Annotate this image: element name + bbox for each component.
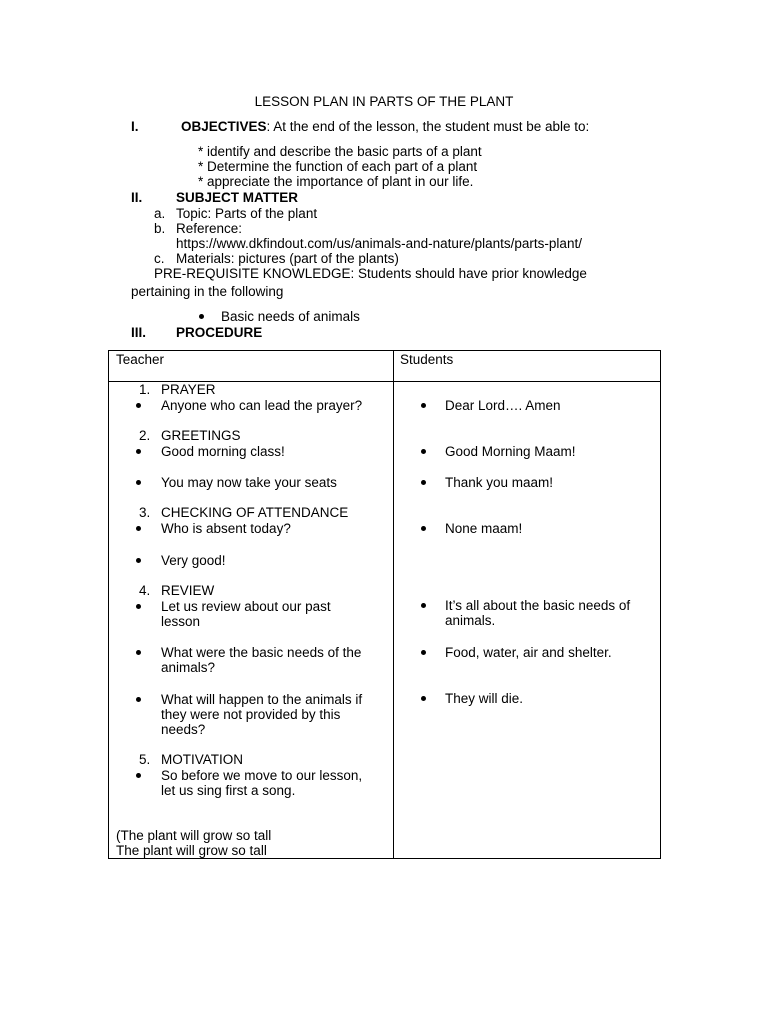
student-response: It’s all about the basic needs of	[445, 598, 631, 613]
table-row	[109, 382, 661, 859]
teacher-line: Anyone who can lead the prayer?	[161, 398, 363, 413]
objective-item: * appreciate the importance of plant in our life.	[198, 174, 474, 189]
bullet-icon	[136, 768, 141, 784]
student-response: Thank you maam!	[445, 475, 554, 490]
teacher-line: animals?	[161, 660, 216, 675]
procedure-heading: PROCEDURE	[176, 325, 263, 340]
teacher-line: You may now take your seats	[161, 475, 337, 490]
topic-marker: a.	[154, 206, 166, 221]
reference-url[interactable]: https://www.dkfindout.com/us/animals-and-nature/plants/parts-plant/	[176, 236, 582, 251]
step-number: 1.	[139, 382, 151, 397]
objectives-numeral: I.	[131, 119, 139, 134]
song-line: (The plant will grow so tall	[116, 828, 272, 843]
prereq-text-line2: pertaining in the following	[131, 284, 284, 299]
objective-item: * identify and describe the basic parts of a plant	[198, 144, 482, 159]
teacher-line: needs?	[161, 722, 206, 737]
prereq-item: Basic needs of animals	[221, 309, 360, 324]
column-header-students: Students	[400, 352, 454, 367]
student-response: They will die.	[445, 691, 524, 706]
objective-item: * Determine the function of each part of a plant	[198, 159, 478, 174]
step-title: CHECKING OF ATTENDANCE	[161, 505, 349, 520]
objectives-label: OBJECTIVES	[181, 119, 267, 134]
page-title: LESSON PLAN IN PARTS OF THE PLANT	[254, 94, 514, 109]
teacher-line: lesson	[161, 614, 201, 629]
step-title: MOTIVATION	[161, 752, 243, 767]
step-number: 2.	[139, 428, 151, 443]
students-cell	[394, 382, 660, 858]
table-header-row	[109, 351, 661, 382]
reference-label: Reference:	[176, 221, 243, 236]
teacher-line: What were the basic needs of the	[161, 645, 362, 660]
bullet-icon	[136, 692, 141, 708]
step-number: 5.	[139, 752, 151, 767]
subject-matter-numeral: II.	[131, 190, 143, 205]
bullet-icon	[136, 521, 141, 537]
student-response: Food, water, air and shelter.	[445, 645, 612, 660]
bullet-icon	[421, 598, 426, 614]
step-title: PRAYER	[161, 382, 216, 397]
teacher-line: Let us review about our past	[161, 599, 331, 614]
student-response: Dear Lord…. Amen	[445, 398, 561, 413]
bullet-icon	[136, 444, 141, 460]
step-title: REVIEW	[161, 583, 215, 598]
topic-text: Topic: Parts of the plant	[176, 206, 318, 221]
reference-marker: b.	[154, 221, 166, 236]
bullet-icon	[136, 645, 141, 661]
step-number: 3.	[139, 505, 151, 520]
bullet-icon	[421, 691, 426, 707]
step-number: 4.	[139, 583, 151, 598]
bullet-icon	[136, 599, 141, 615]
procedure-table	[108, 350, 661, 859]
procedure-numeral: III.	[131, 325, 147, 340]
student-response: animals.	[445, 613, 496, 628]
bullet-icon	[421, 398, 426, 414]
bullet-icon	[136, 398, 141, 414]
prereq-text-line1: PRE-REQUISITE KNOWLEDGE: Students should have prior knowledge	[154, 266, 587, 281]
teacher-line: they were not provided by this	[161, 707, 341, 722]
teacher-line: Good morning class!	[161, 444, 285, 459]
objectives-heading	[181, 119, 589, 135]
teacher-line: What will happen to the animals if	[161, 692, 363, 707]
bullet-icon	[421, 521, 426, 537]
teacher-cell	[109, 382, 393, 858]
teacher-line: Who is absent today?	[161, 521, 291, 536]
song-line: The plant will grow so tall	[116, 843, 267, 858]
teacher-line: Very good!	[161, 553, 226, 568]
subject-matter-heading: SUBJECT MATTER	[176, 190, 299, 205]
materials-marker: c.	[154, 251, 165, 266]
teacher-line: So before we move to our lesson,	[161, 768, 363, 783]
materials-text: Materials: pictures (part of the plants)	[176, 251, 399, 266]
teacher-line: let us sing first a song.	[161, 783, 296, 798]
bullet-icon	[136, 553, 141, 569]
objectives-intro: : At the end of the lesson, the student must be able to:	[266, 119, 590, 134]
bullet-icon	[421, 475, 426, 491]
bullet-icon	[421, 645, 426, 661]
bullet-icon	[199, 309, 204, 325]
bullet-icon	[421, 444, 426, 460]
bullet-icon	[136, 475, 141, 491]
step-title: GREETINGS	[161, 428, 241, 443]
column-header-teacher: Teacher	[116, 352, 165, 367]
student-response: Good Morning Maam!	[445, 444, 576, 459]
student-response: None maam!	[445, 521, 523, 536]
